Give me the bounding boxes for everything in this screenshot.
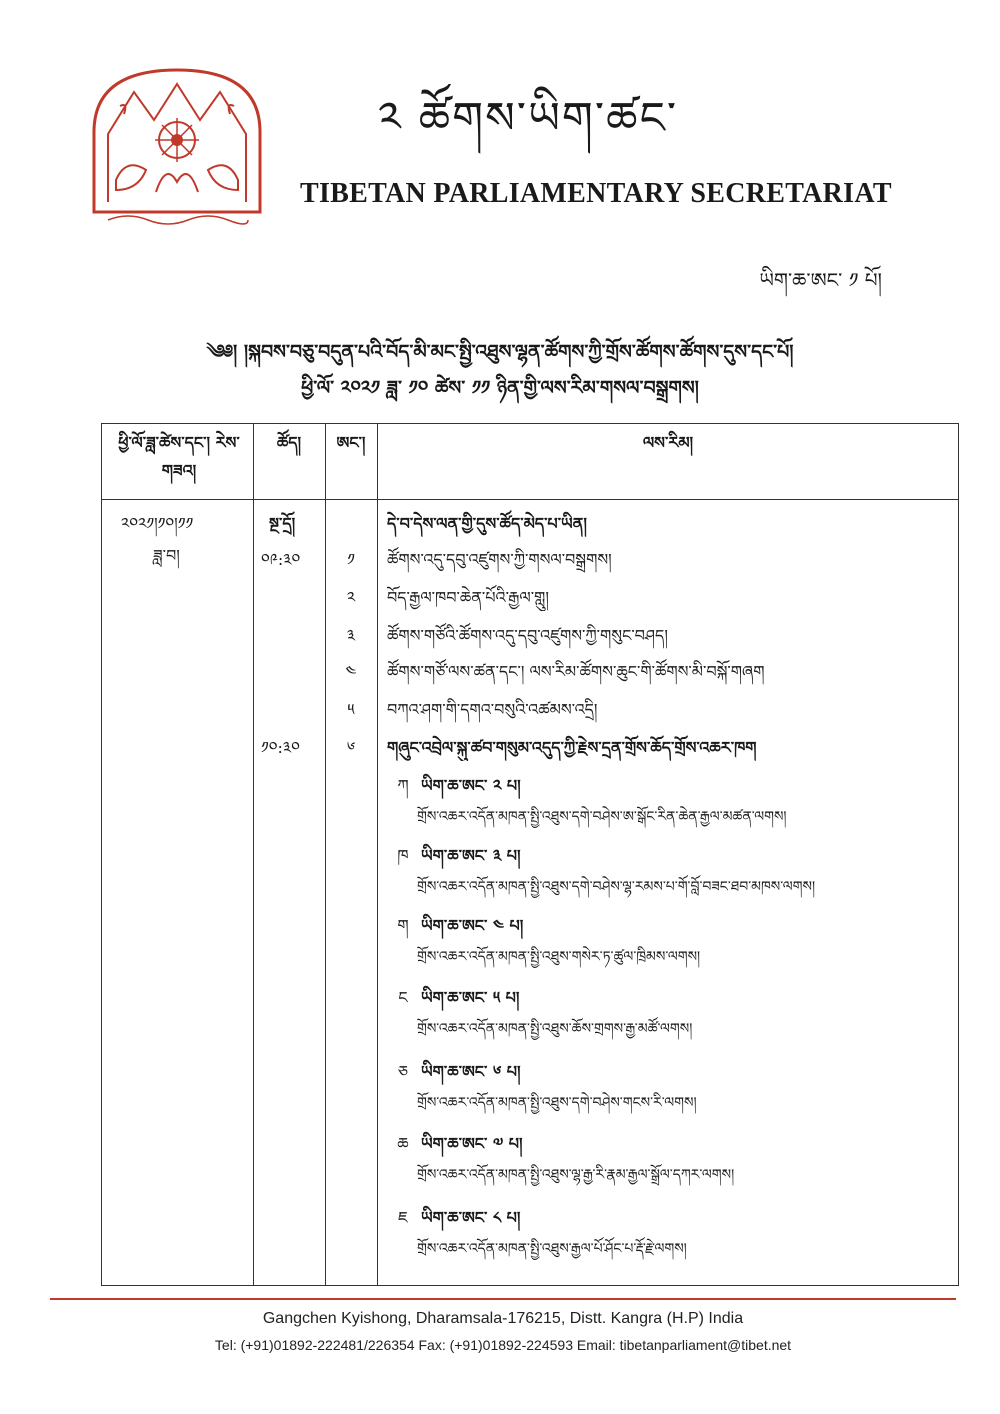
sub-item-title: ཡིག་ཆ་ཨང་ ༥ པ། [421,988,520,1007]
agenda-item [101,623,959,659]
sub-item-label: ཁ [397,846,409,865]
header-time: ཚོད། [276,433,302,452]
time-2: ༡༠:༣༠ [261,738,300,757]
time-1: ༠༩:༣༠ [261,550,301,569]
parliament-emblem [86,62,268,232]
header-date: ཕྱི་ལོ་ཟླ་ཚེས་དང་། རེས་གཟའ། [118,433,240,480]
date-value: ༢༠༢༡།༡༠།༡༡ [121,514,194,533]
item-text: ཚོགས་གཙོའི་ཚོགས་འདུ་དབུ་འཛུགས་ཀྱི་གསུང་བཤད། [387,626,668,645]
sub-item-label: ཆ [397,1134,409,1153]
sub-item-title: ཡིག་ཆ་ཨང་ ༢ པ། [421,776,521,795]
sub-item-desc: གྲོས་འཆར་འདོན་མཁན་སྤྱི་འཐུས་གསེར་ཏ་ཚུལ་ཁྲིམས་ལགས། [417,949,701,965]
item-text: ཚོགས་འདུ་དབུ་འཛུགས་ཀྱི་གསལ་བསྒྲགས། [387,550,612,569]
heading-line-1: ༄༅། །སྐབས་བཅུ་བདུན་པའི་བོད་མི་མང་སྤྱི་འཐུས་ལྷན་ཚོགས་ཀྱི་གྲོས་ཚོགས་ཚོགས་དུས་དང་པོ། [206,341,794,363]
item-number: ༡ [347,550,355,569]
agenda-table [101,423,959,1286]
header-agenda: ལས་རིམ། [642,433,694,452]
item-number: ༣ [346,626,356,645]
heading-line-2: ཕྱི་ལོ་ ༢༠༢༡ ཟླ་ ༡༠ ཚེས་ ༡༡ ཉིན་གྱི་ལས་རིམ་གསལ་བསྒྲགས། [301,377,699,399]
item-text: བཀའ་ཤག་གི་དགའ་བསུའི་འཚམས་འདྲི། [387,700,598,719]
weekday: ཟླ་བ། [153,546,180,565]
sub-item [101,843,959,913]
document-number: ཡིག་ཆ་ཨང་ ༡ པོ། [759,268,882,292]
morning-header: དེ་བ་དེས་ལན་གྱི་དུས་ཚོད་མེད་པ་ཡིན། [387,514,587,533]
sub-item-desc: གྲོས་འཆར་འདོན་མཁན་སྤྱི་འཐུས་དགེ་བཤེས་གངས་རི་ལགས། [417,1095,697,1111]
sub-item [101,913,959,983]
sub-item-desc: གྲོས་འཆར་འདོན་མཁན་སྤྱི་འཐུས་ཆོས་གྲགས་རྒྱ་མཚོ་ལགས། [417,1021,693,1037]
item-text: བོད་རྒྱལ་ཁབ་ཆེན་པོའི་རྒྱལ་གླུ། [387,588,549,607]
morning-label: སྔ་དྲོ། [269,514,296,533]
footer-divider [50,1298,956,1300]
sub-item [101,773,959,843]
agenda-item [101,547,959,583]
sub-item-title: ཡིག་ཆ་ཨང་ ༣ པ། [421,846,521,865]
table-header-divider [101,499,959,500]
sub-item-title: ཡིག་ཆ་ཨང་ ༦ པ། [421,1062,521,1081]
table-border-top [101,423,959,424]
item-number: ༦ [346,738,356,757]
sub-item-desc: གྲོས་འཆར་འདོན་མཁན་སྤྱི་འཐུས་དགེ་བཤེས་ལྷ་རམས་པ་གོ་བློ་བཟང་ཐབ་མཁས་ལགས། [417,879,816,895]
header-number: ཨང་། [336,433,366,452]
agenda-item [101,697,959,733]
footer-address: Gangchen Kyishong, Dharamsala-176215, Distt. Kangra (H.P) India [262,1310,744,1327]
sub-item [101,1059,959,1129]
sub-item-title: ཡིག་ཆ་ཨང་ ༨ པ། [421,1208,521,1227]
organization-name: TIBETAN PARLIAMENTARY SECRETARIAT [300,178,892,209]
sub-item-label: ཇ [398,1208,408,1227]
table-border-bottom [101,1285,959,1286]
sub-item-label: ཅ [397,1062,409,1081]
agenda-item [101,585,959,621]
sub-item [101,1205,959,1275]
item-text: གཞུང་འབྲེལ་སྐུ་ཚབ་གསུམ་འདུད་ཀྱི་རྗེས་དྲན་གྲོས་ཆོད་གྲོས་འཆར་ཁག [387,738,757,757]
sub-item [101,985,959,1055]
footer-contact: Tel: (+91)01892-222481/226354 Fax: (+91)01892-224593 Email: tibetanparliament@tibet.net [214,1337,792,1353]
tibetan-script-title: ༢ ཚོགས་ཡིག་ཚང་ [378,93,679,144]
agenda-heading [100,334,900,406]
sub-item-label: ཀ [397,776,409,795]
item-number: ༥ [347,700,355,719]
sub-item-desc: གྲོས་འཆར་འདོན་མཁན་སྤྱི་འཐུས་ལྷ་རྒྱ་རི་རྣམ་རྒྱལ་སྒྲོལ་དཀར་ལགས། [417,1167,735,1183]
sub-item-label: ང [398,988,408,1007]
sub-item-title: ཡིག་ཆ་ཨང་ ༧ པ། [421,1134,523,1153]
agenda-item [101,659,959,695]
agenda-item-6 [101,735,959,771]
sub-item-desc: གྲོས་འཆར་འདོན་མཁན་སྤྱི་འཐུས་དགེ་བཤེས་ཨ་སྒོང་རིན་ཆེན་རྒྱལ་མཚན་ལགས། [417,809,787,825]
item-number: ༢ [346,588,356,607]
item-text: ཚོགས་གཙོ་ལས་ཚན་དང་། ལས་རིམ་ཚོགས་ཆུང་གི་ཚོགས་མི་བསྐོ་གཞག [387,662,765,681]
item-number: ༤ [345,662,357,681]
sub-item-title: ཡིག་ཆ་ཨང་ ༤ པ། [421,916,524,935]
sub-item-label: ག [397,916,409,935]
sub-item [101,1131,959,1201]
sub-item-desc: གྲོས་འཆར་འདོན་མཁན་སྤྱི་འཐུས་རྒྱལ་པོ་ཤོང་པ་རྡོ་རྗེ་ལགས། [417,1241,687,1257]
